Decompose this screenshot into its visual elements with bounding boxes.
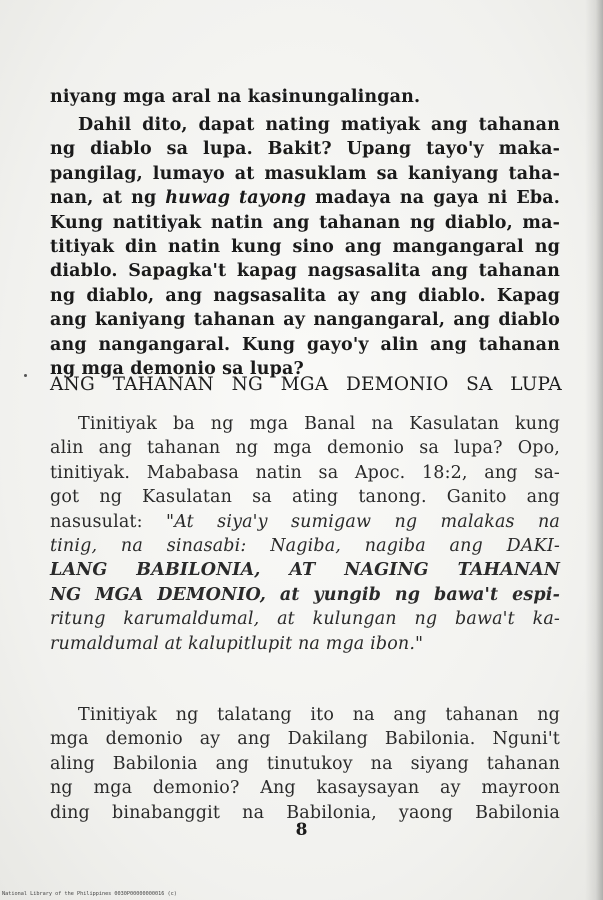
text-line: Tinitiyak ng talatang ito na ang tahanan ng: [78, 705, 560, 725]
scan-footer: National Library of the Philippines 0030P00000000016 (c): [2, 891, 177, 897]
text-line: tinitiyak. Mababasa natin sa Apoc. 18:2, ang sa-: [50, 462, 560, 483]
text-line: ritung karumaldumal, at kulungan ng bawa't ka-: [50, 609, 560, 630]
text-segment: huwag tayong: [165, 188, 307, 209]
text-line: tinig, na sinasabi: Nagiba, nagiba ang DAKI-: [50, 536, 560, 557]
text-line: mga demonio ay ang Dakilang Babilonia. Nguni't: [50, 729, 560, 750]
paragraph-diablo-home: [50, 113, 560, 381]
paragraph-continuation: [50, 85, 560, 109]
text-line: ng diablo sa lupa. Bakit? Upang tayo'y maka-: [50, 139, 560, 160]
text-segment: madaya na gaya ni Eba.: [306, 188, 561, 209]
paragraph-scripture: [50, 412, 560, 656]
text-line: rumaldumal at kalupitlupit na mga ibon.": [50, 633, 424, 654]
text-line: titiyak din natin kung sino ang mangangaral ng: [50, 237, 560, 258]
margin-mark: [24, 374, 27, 377]
text-line: ang nangangaral. Kung gayo'y alin ang tahanan: [50, 334, 560, 355]
text-line: NG MGA DEMONIO, at yungib ng bawa't espi-: [50, 584, 560, 605]
text-line: niyang mga aral na kasinungalingan.: [50, 87, 421, 107]
text-line: Kung natitiyak natin ang tahanan ng diablo, ma-: [50, 212, 560, 233]
text-line: LANG BABILONIA, AT NAGING TAHANAN: [50, 560, 560, 581]
text-line: ng mga demonio? Ang kasaysayan ay mayroon: [50, 778, 560, 799]
text-line: ng mga demonio sa lupa?: [50, 359, 304, 380]
text-line: aling Babilonia ang tinutukoy na siyang tahanan: [50, 753, 560, 774]
text-line: got ng Kasulatan sa ating tanong. Ganito ang: [50, 487, 560, 508]
text-line: pangilag, lumayo at masuklam sa kaniyang taha-: [50, 163, 560, 184]
text-line: [50, 510, 560, 534]
section-heading: ANG TAHANAN NG MGA DEMONIO SA LUPA: [50, 374, 562, 395]
page-number: 8: [295, 820, 308, 840]
text-line: ang kaniyang tahanan ay nangangaral, ang diablo: [50, 310, 560, 331]
text-line: diablo. Sapagka't kapag nagsasalita ang tahanan: [50, 261, 560, 282]
text-line: [50, 186, 560, 210]
text-line: alin ang tahanan ng mga demonio sa lupa? Opo,: [50, 438, 560, 459]
text-line: ding binabanggit na Babilonia, yaong Babilonia: [50, 802, 560, 823]
paragraph-babilonia: [50, 703, 560, 825]
quote-segment: "At siya'y sumigaw ng malakas na: [166, 511, 560, 532]
text-segment: nasusulat:: [50, 511, 143, 532]
text-line: Tinitiyak ba ng mga Banal na Kasulatan kung: [78, 414, 560, 434]
page-edge-shadow: [585, 0, 603, 900]
text-line: ng diablo, ang nagsasalita ay ang diablo. Kapag: [50, 285, 560, 306]
text-segment: nan, at ng: [50, 188, 166, 209]
text-line: Dahil dito, dapat nating matiyak ang tahanan: [78, 115, 560, 135]
